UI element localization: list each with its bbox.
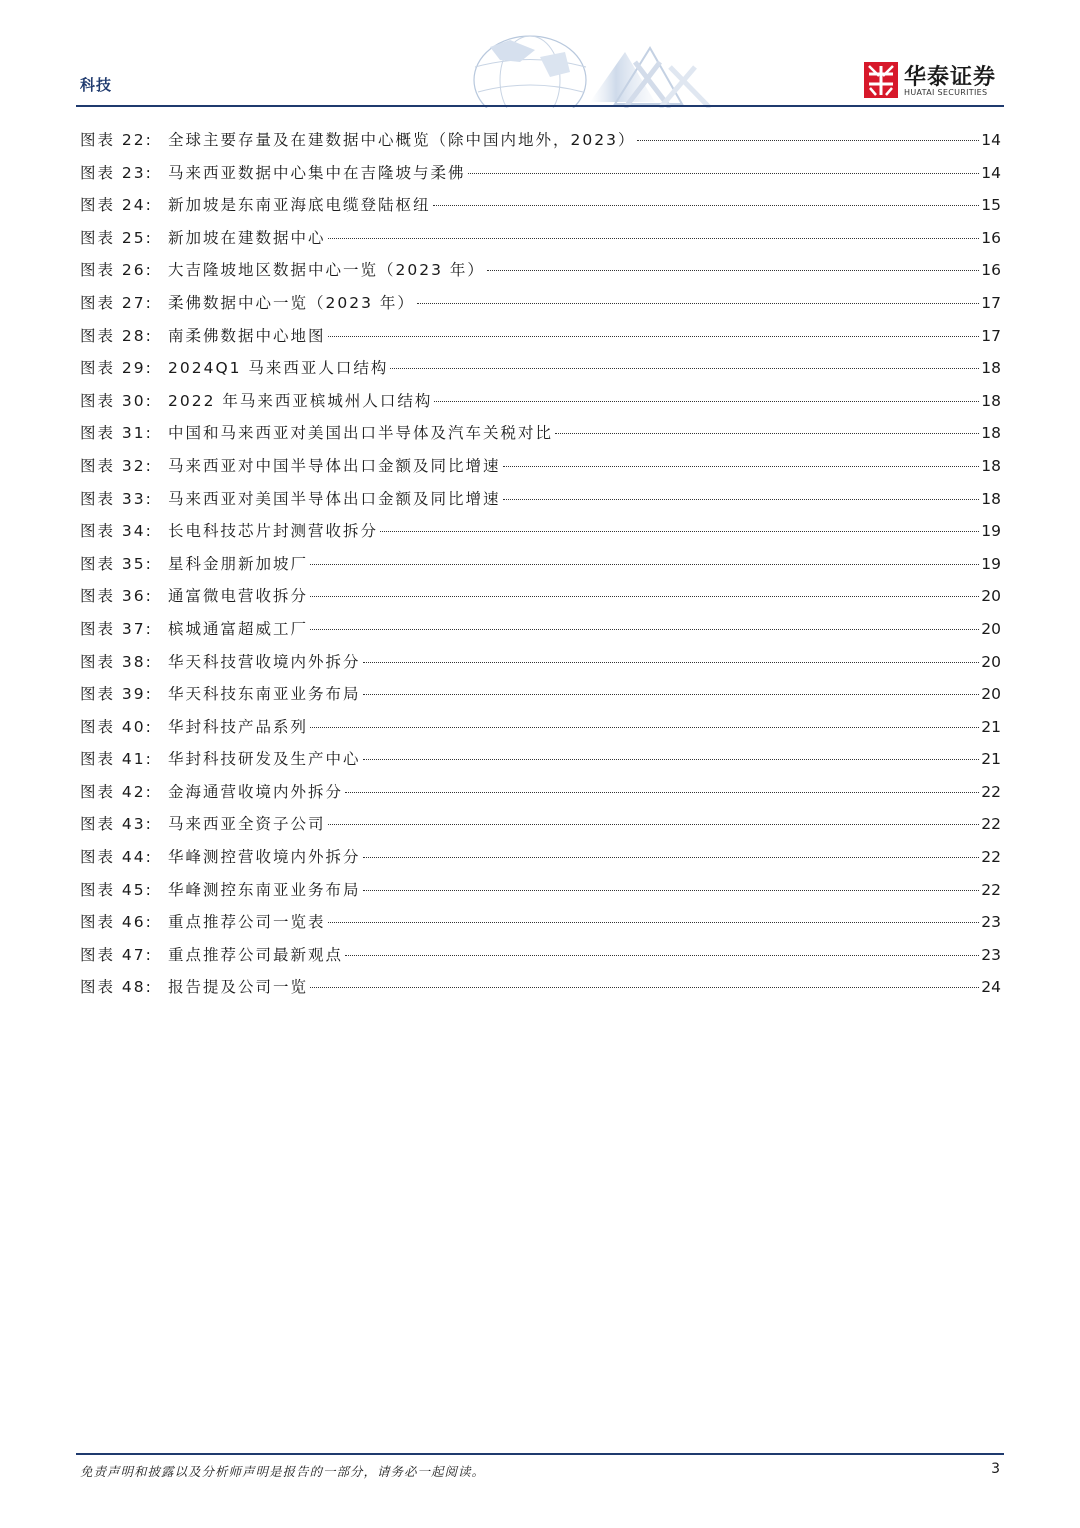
toc-entry-title: 马来西亚对美国半导体出口金额及同比增速 (168, 489, 501, 508)
logo-name-en: HUATAI SECURITIES (904, 88, 988, 97)
toc-entry[interactable] (80, 389, 1001, 422)
section-label: 科技 (80, 76, 113, 94)
page-number: 3 (991, 1461, 1000, 1477)
toc-entry-label: 图表 46: (80, 913, 153, 932)
dot-leader (328, 824, 980, 825)
toc-entry-title: 通富微电营收拆分 (168, 587, 309, 606)
dot-leader (310, 596, 979, 597)
toc-entry-title: 华封科技研发及生产中心 (168, 750, 361, 769)
toc-entry[interactable] (80, 975, 1001, 1008)
toc-entry-label: 图表 47: (80, 945, 153, 964)
toc-entry-page: 23 (981, 945, 1001, 964)
toc-entry[interactable] (80, 715, 1001, 748)
toc-entry-label: 图表 30: (80, 391, 153, 410)
toc-entry-page: 20 (981, 685, 1001, 704)
toc-entry-title: 新加坡在建数据中心 (168, 228, 326, 247)
dot-leader (637, 140, 979, 141)
toc-entry-label: 图表 22: (80, 131, 153, 149)
toc-entry-label: 图表 48: (80, 978, 153, 997)
toc-entry-page: 15 (981, 196, 1001, 215)
table-of-figures (80, 128, 1001, 1008)
toc-entry-label: 图表 45: (80, 880, 153, 899)
toc-entry[interactable] (80, 747, 1001, 780)
toc-entry-title: 马来西亚数据中心集中在吉隆坡与柔佛 (168, 163, 466, 182)
toc-entry[interactable] (80, 356, 1001, 389)
toc-entry-page: 16 (981, 228, 1001, 247)
toc-entry-page: 18 (981, 489, 1001, 508)
footer-divider (76, 1453, 1004, 1455)
footer-disclaimer: 免责声明和披露以及分析师声明是报告的一部分，请务必一起阅读。 (80, 1464, 486, 1479)
toc-entry[interactable] (80, 617, 1001, 650)
toc-entry[interactable] (80, 650, 1001, 683)
toc-entry[interactable] (80, 845, 1001, 878)
toc-entry[interactable] (80, 943, 1001, 976)
toc-entry-page: 19 (981, 522, 1001, 541)
toc-entry-title: 2024Q1 马来西亚人口结构 (168, 359, 389, 378)
toc-entry[interactable] (80, 552, 1001, 585)
toc-entry[interactable] (80, 128, 1001, 161)
toc-entry-title: 马来西亚对中国半导体出口金额及同比增速 (168, 456, 501, 475)
toc-entry-label: 图表 24: (80, 196, 153, 215)
dot-leader (503, 466, 980, 467)
dot-leader (310, 629, 979, 630)
toc-entry-title: 中国和马来西亚对美国出口半导体及汽车关税对比 (168, 424, 554, 443)
toc-entry[interactable] (80, 812, 1001, 845)
toc-entry-title: 南柔佛数据中心地图 (168, 326, 326, 345)
toc-entry-label: 图表 33: (80, 489, 153, 508)
toc-entry-page: 22 (981, 782, 1001, 801)
toc-entry[interactable] (80, 193, 1001, 226)
toc-entry-page: 20 (981, 652, 1001, 671)
toc-entry[interactable] (80, 584, 1001, 617)
toc-entry-page: 24 (981, 978, 1001, 997)
toc-entry-title: 报告提及公司一览 (168, 978, 309, 997)
huatai-logo (864, 60, 1004, 102)
toc-entry-title: 全球主要存量及在建数据中心概览（除中国内地外，2023） (168, 131, 636, 149)
dot-leader (345, 955, 979, 956)
toc-entry[interactable] (80, 226, 1001, 259)
toc-entry-label: 图表 37: (80, 619, 153, 638)
dot-leader (363, 662, 980, 663)
toc-entry-page: 14 (981, 131, 1001, 149)
toc-entry-label: 图表 36: (80, 587, 153, 606)
dot-leader (328, 238, 980, 239)
dot-leader (487, 270, 979, 271)
toc-entry[interactable] (80, 454, 1001, 487)
dot-leader (390, 368, 979, 369)
dot-leader (310, 564, 979, 565)
toc-entry-page: 22 (981, 848, 1001, 867)
toc-entry-label: 图表 26: (80, 261, 153, 280)
toc-entry-label: 图表 34: (80, 522, 153, 541)
toc-entry-page: 17 (981, 293, 1001, 312)
dot-leader (363, 890, 980, 891)
toc-entry-page: 23 (981, 913, 1001, 932)
toc-entry-label: 图表 25: (80, 228, 153, 247)
toc-entry-label: 图表 41: (80, 750, 153, 769)
toc-entry-label: 图表 42: (80, 782, 153, 801)
toc-entry-label: 图表 29: (80, 359, 153, 378)
toc-entry-page: 19 (981, 554, 1001, 573)
toc-entry-title: 长电科技芯片封测营收拆分 (168, 522, 379, 541)
toc-entry[interactable] (80, 421, 1001, 454)
dot-leader (328, 922, 980, 923)
toc-entry[interactable] (80, 910, 1001, 943)
toc-entry-title: 槟城通富超威工厂 (168, 619, 309, 638)
dot-leader (363, 694, 980, 695)
toc-entry-page: 20 (981, 619, 1001, 638)
toc-entry-title: 重点推荐公司最新观点 (168, 945, 344, 964)
toc-entry-label: 图表 32: (80, 456, 153, 475)
dot-leader (328, 336, 980, 337)
dot-leader (310, 987, 979, 988)
toc-entry-title: 2022 年马来西亚槟城州人口结构 (168, 391, 433, 410)
toc-entry[interactable] (80, 161, 1001, 194)
toc-entry-label: 图表 43: (80, 815, 153, 834)
huatai-logo-icon (864, 62, 898, 98)
toc-entry[interactable] (80, 258, 1001, 291)
toc-entry[interactable] (80, 780, 1001, 813)
header-divider (76, 105, 1004, 107)
toc-entry-label: 图表 35: (80, 554, 153, 573)
logo-name-cn: 华泰证券 (904, 65, 997, 90)
toc-entry-label: 图表 39: (80, 685, 153, 704)
dot-leader (363, 759, 980, 760)
toc-entry-label: 图表 27: (80, 293, 153, 312)
toc-entry[interactable] (80, 519, 1001, 552)
toc-entry-title: 金海通营收境内外拆分 (168, 782, 344, 801)
dot-leader (434, 401, 979, 402)
toc-entry-label: 图表 28: (80, 326, 153, 345)
toc-entry-title: 华峰测控营收境内外拆分 (168, 848, 361, 867)
toc-entry[interactable] (80, 878, 1001, 911)
toc-entry-title: 马来西亚全资子公司 (168, 815, 326, 834)
toc-entry[interactable] (80, 487, 1001, 520)
toc-entry-title: 华天科技东南亚业务布局 (168, 685, 361, 704)
toc-entry-page: 16 (981, 261, 1001, 280)
dot-leader (310, 727, 979, 728)
toc-entry-title: 华天科技营收境内外拆分 (168, 652, 361, 671)
toc-entry[interactable] (80, 682, 1001, 715)
toc-entry-label: 图表 44: (80, 848, 153, 867)
toc-entry-label: 图表 23: (80, 163, 153, 182)
toc-entry-page: 17 (981, 326, 1001, 345)
toc-entry-page: 21 (981, 750, 1001, 769)
toc-entry-page: 22 (981, 880, 1001, 899)
toc-entry-page: 21 (981, 717, 1001, 736)
toc-entry-page: 18 (981, 391, 1001, 410)
toc-entry-label: 图表 38: (80, 652, 153, 671)
toc-entry-page: 14 (981, 163, 1001, 182)
toc-entry-title: 星科金朋新加坡厂 (168, 554, 309, 573)
toc-entry-title: 大吉隆坡地区数据中心一览（2023 年） (168, 261, 485, 280)
toc-entry-page: 22 (981, 815, 1001, 834)
toc-entry-title: 柔佛数据中心一览（2023 年） (168, 293, 415, 312)
dot-leader (503, 499, 980, 500)
toc-entry-label: 图表 31: (80, 424, 153, 443)
toc-entry-title: 重点推荐公司一览表 (168, 913, 326, 932)
toc-entry-page: 20 (981, 587, 1001, 606)
dot-leader (345, 792, 979, 793)
dot-leader (363, 857, 980, 858)
toc-entry-label: 图表 40: (80, 717, 153, 736)
globe-decoration (420, 22, 720, 108)
dot-leader (555, 433, 979, 434)
toc-entry-page: 18 (981, 359, 1001, 378)
toc-entry[interactable] (80, 324, 1001, 357)
page-header (0, 0, 1080, 110)
toc-entry-title: 华峰测控东南亚业务布局 (168, 880, 361, 899)
dot-leader (380, 531, 979, 532)
toc-entry-title: 新加坡是东南亚海底电缆登陆枢纽 (168, 196, 431, 215)
dot-leader (468, 173, 980, 174)
toc-entry-page: 18 (981, 456, 1001, 475)
dot-leader (433, 205, 980, 206)
toc-entry[interactable] (80, 291, 1001, 324)
toc-entry-page: 18 (981, 424, 1001, 443)
dot-leader (417, 303, 979, 304)
toc-entry-title: 华封科技产品系列 (168, 717, 309, 736)
